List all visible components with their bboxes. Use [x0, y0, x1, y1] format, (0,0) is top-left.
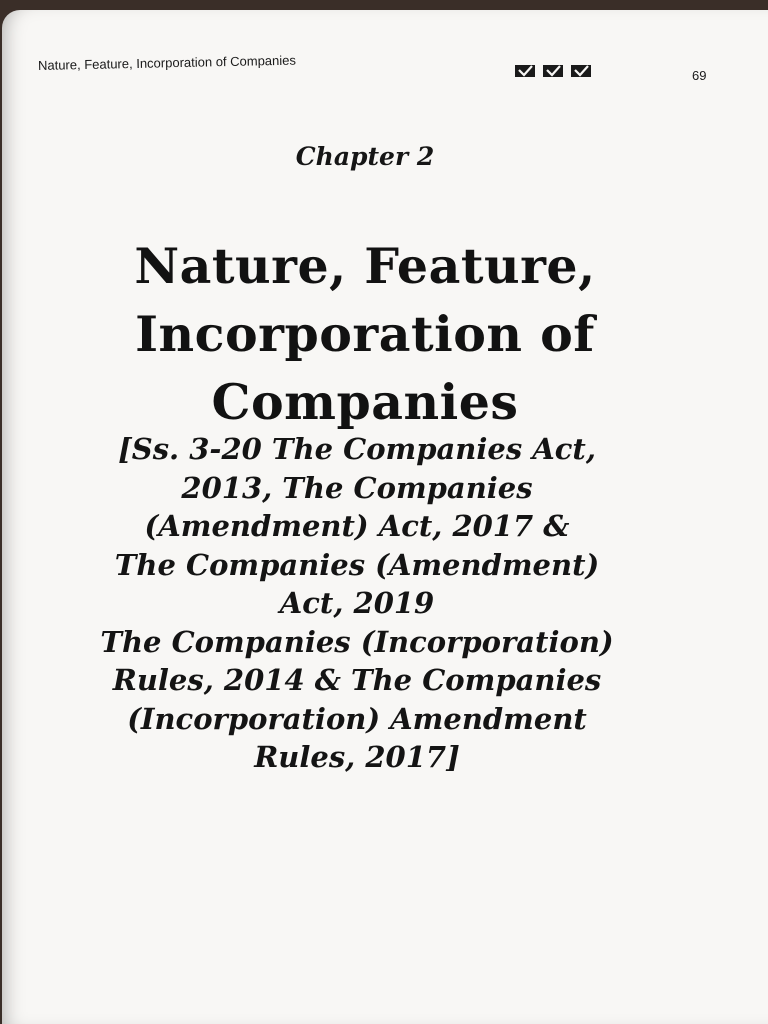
check-box-icon — [542, 64, 564, 78]
chapter-title — [2, 232, 728, 436]
chapter-title-line: Incorporation of — [135, 305, 595, 363]
statute-line: The Companies (Incorporation) — [100, 624, 614, 659]
statute-line: The Companies (Amendment) — [114, 547, 600, 582]
chapter-label: Chapter 2 — [295, 142, 435, 171]
statute-line: [Ss. 3-20 The Companies Act, — [118, 432, 596, 466]
statute-line: Rules, 2017] — [254, 740, 460, 774]
check-box-icon — [514, 64, 536, 78]
running-header: Nature, Feature, Incorporation of Companies — [37, 52, 297, 73]
chapter-title-line: Nature, Feature, — [134, 237, 596, 295]
book-page — [2, 10, 768, 1024]
page-number: 69 — [692, 68, 707, 83]
statute-reference — [2, 430, 712, 777]
statute-line: Rules, 2014 & The Companies — [112, 663, 602, 697]
check-box-icon — [570, 64, 592, 78]
statute-line: 2013, The Companies — [181, 470, 533, 505]
statute-line: (Amendment) Act, 2017 & — [144, 509, 570, 543]
statute-line: Act, 2019 — [279, 586, 435, 620]
statute-line: (Incorporation) Amendment — [127, 701, 587, 736]
chapter-title-line: Companies — [211, 373, 519, 431]
publisher-logo-icon — [514, 64, 592, 78]
